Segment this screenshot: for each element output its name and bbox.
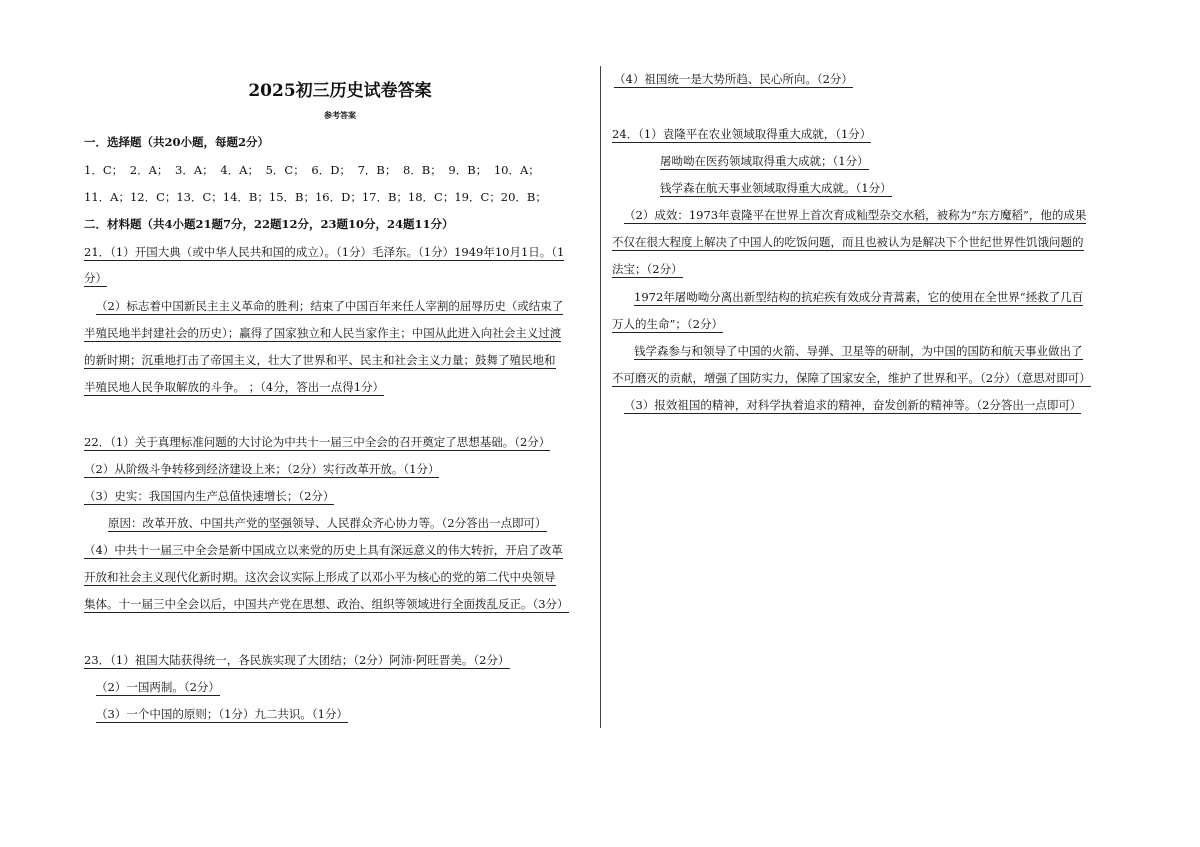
q24-line — [660, 154, 869, 169]
q22-line-text: （3）史实：我国国内生产总值快速增长；（2分） — [84, 489, 335, 503]
q21-line — [84, 380, 384, 395]
section2-heading: 二．材料题（共4小题21题7分，22题12分，23题10分，24题11分） — [84, 217, 454, 231]
q24-line — [612, 262, 683, 277]
q22-line-text: 原因：改革开放、中国共产党的坚强领导、人民群众齐心协力等。（2分答出一点即可） — [108, 516, 547, 530]
q24-line — [624, 398, 1081, 413]
q24-line — [612, 317, 723, 332]
q21-line — [84, 326, 561, 341]
q24-line — [612, 371, 1091, 386]
page-title: 2025初三历史试卷答案 — [248, 81, 432, 101]
q21-line — [84, 245, 564, 260]
q24-line-text: 24．（1）袁隆平在农业领域取得重大成就，（1分） — [612, 127, 872, 141]
q21-line-text: 21．（1）开国大典（或中华人民共和国的成立）。（1分）毛泽东。（1分）1949年10月1日。（1 — [84, 245, 565, 259]
q21-line — [84, 353, 556, 368]
q22-line — [84, 462, 439, 477]
q24-line-text: （3）报效祖国的精神，对科学执着追求的精神，奋发创新的精神等。（2分答出一点即可） — [624, 398, 1082, 412]
q21-line-text: （2）标志着中国新民主主义革命的胜利；结束了中国百年来任人宰割的屈辱历史（或结束了 — [96, 299, 564, 313]
q24-line — [634, 344, 1083, 359]
q22-line-text: 开放和社会主义现代化新时期。这次会议实际上形成了以邓小平为核心的党的第二代中央领导 — [84, 570, 556, 584]
q22-line — [84, 570, 556, 585]
q24-line — [624, 208, 1086, 223]
q22-line-text: （4）中共十一届三中全会是新中国成立以来党的历史上具有深远意义的伟大转折，开启了改革 — [84, 543, 563, 557]
q24-line-text: 不可磨灭的贡献，增强了国防实力，保障了国家安全，维护了世界和平。（2分）（意思对即可） — [612, 371, 1091, 385]
q24-line-text: 不仅在很大程度上解决了中国人的吃饭问题，而且也被认为是解决下个世纪世界性饥饿问题的 — [612, 235, 1084, 249]
q23-line — [96, 680, 220, 695]
choice-answers-row2: 11．A；12．C；13．C；14．B；15．B；16．D；17．B；18．C；19．C；20．B； — [84, 190, 547, 204]
section1-heading: 一．选择题（共20小题，每题2分） — [84, 135, 270, 149]
q22-line-text: 集体。十一届三中全会以后，中国共产党在思想、政治、组织等领域进行全面拨乱反正。（3分） — [84, 597, 569, 611]
q24-line-text: 钱学森参与和领导了中国的火箭、导弹、卫星等的研制，为中国的国防和航天事业做出了 — [634, 344, 1083, 358]
q22-line — [84, 543, 563, 558]
q24-line-text: 1972年屠呦呦分离出新型结构的抗疟疾有效成分青蒿素，它的使用在全世界“拯救了几百 — [634, 290, 1084, 304]
q24-line — [612, 235, 1084, 250]
q23-line-text: 23．（1）祖国大陆获得统一，各民族实现了大团结；（2分）阿沛·阿旺晋美。（2分） — [84, 653, 510, 667]
q22-line-text: （2）从阶级斗争转移到经济建设上来；（2分）实行改革开放。（1分） — [84, 462, 440, 476]
q22-line-text: 22．（1）关于真理标准问题的大讨论为中共十一届三中全会的召开奠定了思想基础。（2分） — [84, 435, 551, 449]
q23-line-text: （2）一国两制。（2分） — [96, 680, 220, 694]
choice-answers-row1: 1．C； 2．A； 3．A； 4．A； 5．C； 6．D； 7．B； 8．B； 9．B； 10．A； — [84, 163, 540, 177]
q21-line-text: 半殖民地人民争取解放的斗争。 ；（4分，答出一点得1分） — [84, 380, 385, 394]
q24-line — [660, 181, 892, 196]
q22-line — [108, 516, 547, 531]
q22-line — [84, 597, 569, 612]
q21-line — [96, 299, 563, 314]
q24-line-text: 法宝；（2分） — [612, 262, 683, 276]
q24-line — [634, 290, 1083, 305]
q24-line-text: 钱学森在航天事业领域取得重大成就。（1分） — [660, 181, 892, 195]
q21-line-text: 半殖民地半封建社会的历史）；赢得了国家独立和人民当家作主；中国从此进入向社会主义过渡 — [84, 326, 562, 340]
q24-line-text: 万人的生命”；（2分） — [612, 317, 723, 331]
page-subtitle: 参考答案 — [324, 110, 356, 120]
column-divider — [600, 66, 601, 728]
q23-line — [84, 653, 510, 668]
q22-line — [84, 435, 550, 450]
q23-line-text: （3）一个中国的原则；（1分）九二共识。（1分） — [96, 707, 348, 721]
q21-line-text: 分） — [84, 271, 107, 285]
q23-line-text: （4）祖国统一是大势所趋、民心所向。（2分） — [614, 72, 853, 86]
q23-line — [96, 707, 348, 722]
q24-line — [612, 127, 871, 142]
q21-line-text: 的新时期；沉重地打击了帝国主义，壮大了世界和平、民主和社会主义力量；鼓舞了殖民地和 — [84, 353, 556, 367]
q24-line-text: 屠呦呦在医药领域取得重大成就；（1分） — [660, 154, 869, 168]
q22-line — [84, 489, 334, 504]
q24-line-text: （2）成效：1973年袁隆平在世界上首次育成籼型杂交水稻，被称为“东方魔稻”，他的成果 — [624, 208, 1087, 222]
q23-line — [614, 72, 853, 87]
q21-line — [84, 271, 107, 286]
